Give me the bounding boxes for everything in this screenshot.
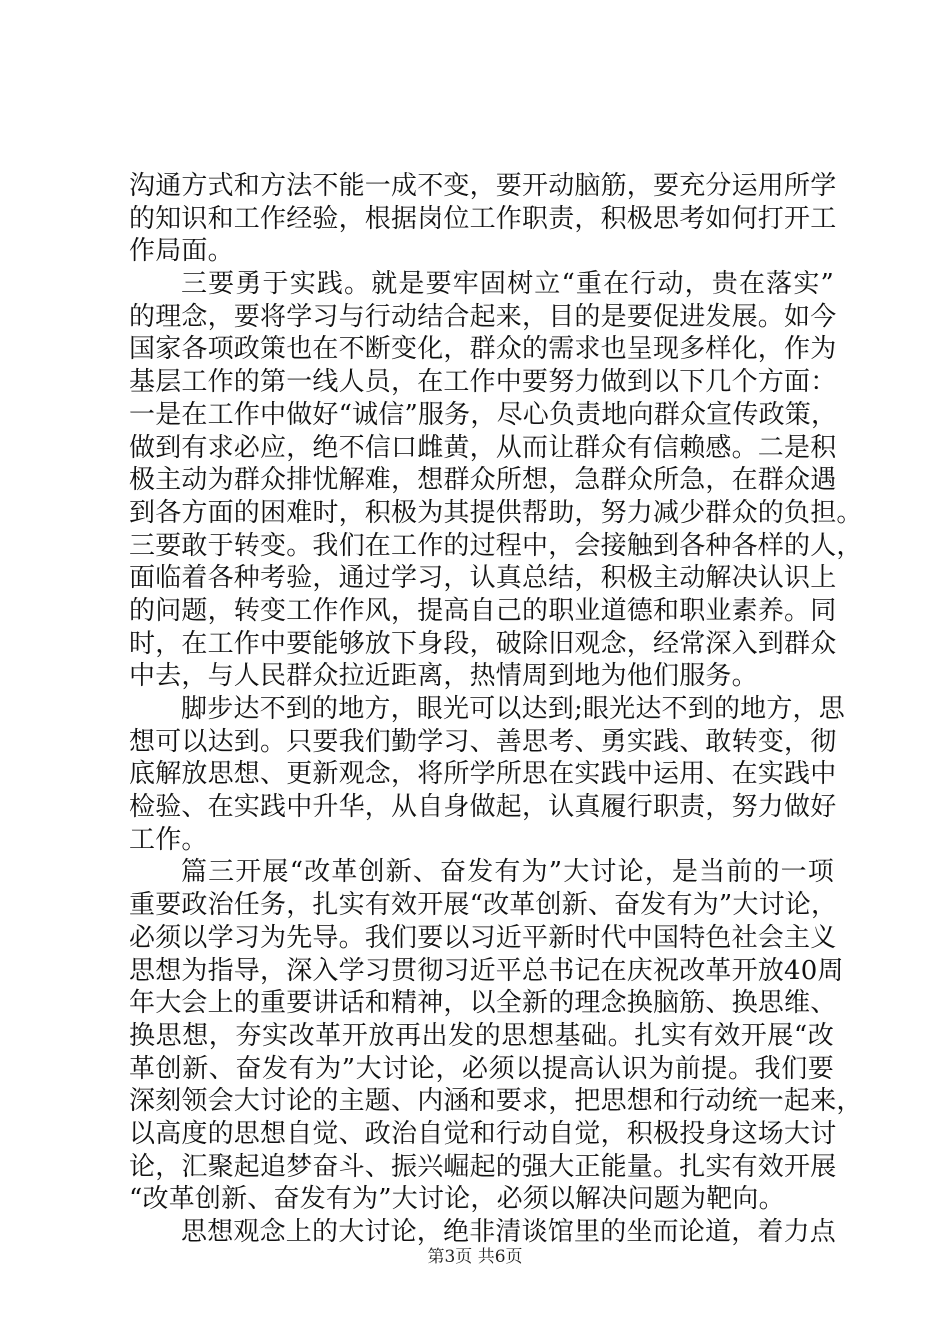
text-line: 的问题，转变工作作风，提高自己的职业道德和职业素养。同 (129, 595, 837, 626)
text-line: 的理念，要将学习与行动结合起来，目的是要促进发展。如今 (129, 301, 837, 332)
document-body (129, 170, 863, 1249)
text-line: 重要政治任务，扎实有效开展“改革创新、奋发有为”大讨论， (129, 890, 838, 921)
text-line: 想可以达到。只要我们勤学习、善思考、勇实践、敢转变，彻 (129, 726, 837, 757)
text-line: 年大会上的重要讲话和精神，以全新的理念换脑筋、换思维、 (129, 988, 837, 1019)
text-line: 国家各项政策也在不断变化，群众的需求也呈现多样化，作为 (129, 334, 837, 365)
text-line: 基层工作的第一线人员，在工作中要努力做到以下几个方面： (129, 367, 837, 398)
text-line: 必须以学习为先导。我们要以习近平新时代中国特色社会主义 (129, 922, 837, 953)
text-line: 面临着各种考验，通过学习，认真总结，积极主动解决认识上 (129, 563, 837, 594)
text-line: 作局面。 (129, 236, 234, 267)
text-line: 革创新、奋发有为”大讨论，必须以提高认识为前提。我们要 (129, 1053, 834, 1084)
paragraph-start-line: 脚步达不到的地方，眼光可以达到;眼光达不到的地方，思 (181, 694, 845, 724)
text-line: 时，在工作中要能够放下身段，破除旧观念，经常深入到群众 (129, 628, 837, 659)
paragraph-start-line: 思想观念上的大讨论，绝非清谈馆里的坐而论道，着力点 (181, 1217, 837, 1247)
text-line: 中去，与人民群众拉近距离，热情周到地为他们服务。 (129, 661, 758, 692)
paragraph-start-line: 三要勇于实践。就是要牢固树立“重在行动，贵在落实” (181, 269, 834, 300)
paragraph-start-line: 篇三开展“改革创新、奋发有为”大讨论，是当前的一项 (181, 857, 834, 888)
text-line: 一是在工作中做好“诚信”服务，尽心负责地向群众宣传政策， (129, 399, 838, 430)
text-line: 检验、在实践中升华，从自身做起，认真履行职责，努力做好 (129, 792, 837, 823)
text-line: 的知识和工作经验，根据岗位工作职责，积极思考如何打开工 (129, 203, 837, 234)
text-line: 思想为指导，深入学习贯彻习近平总书记在庆祝改革开放40周 (129, 955, 844, 986)
text-line: 以高度的思想自觉、政治自觉和行动自觉，积极投身这场大讨 (129, 1118, 837, 1149)
text-line: 三要敢于转变。我们在工作的过程中，会接触到各种各样的人， (129, 530, 863, 561)
text-line: 极主动为群众排忧解难，想群众所想，急群众所急，在群众遇 (129, 465, 837, 496)
text-line: 做到有求必应，绝不信口雌黄，从而让群众有信赖感。二是积 (129, 432, 837, 463)
page-number-footer: 第3页 共6页 (427, 1247, 523, 1267)
text-line: 论，汇聚起追梦奋斗、振兴崛起的强大正能量。扎实有效开展 (129, 1151, 837, 1182)
text-line: 换思想，夯实改革开放再出发的思想基础。扎实有效开展“改 (129, 1020, 834, 1051)
text-line: 深刻领会大讨论的主题、内涵和要求，把思想和行动统一起来， (129, 1086, 863, 1117)
text-line: 工作。 (129, 824, 208, 855)
text-line: “改革创新、奋发有为”大讨论，必须以解决问题为靶向。 (129, 1184, 785, 1215)
text-line: 到各方面的困难时，积极为其提供帮助，努力减少群众的负担。 (129, 497, 863, 528)
text-line: 沟通方式和方法不能一成不变，要开动脑筋，要充分运用所学 (129, 171, 837, 201)
text-line: 底解放思想、更新观念，将所学所思在实践中运用、在实践中 (129, 759, 837, 790)
